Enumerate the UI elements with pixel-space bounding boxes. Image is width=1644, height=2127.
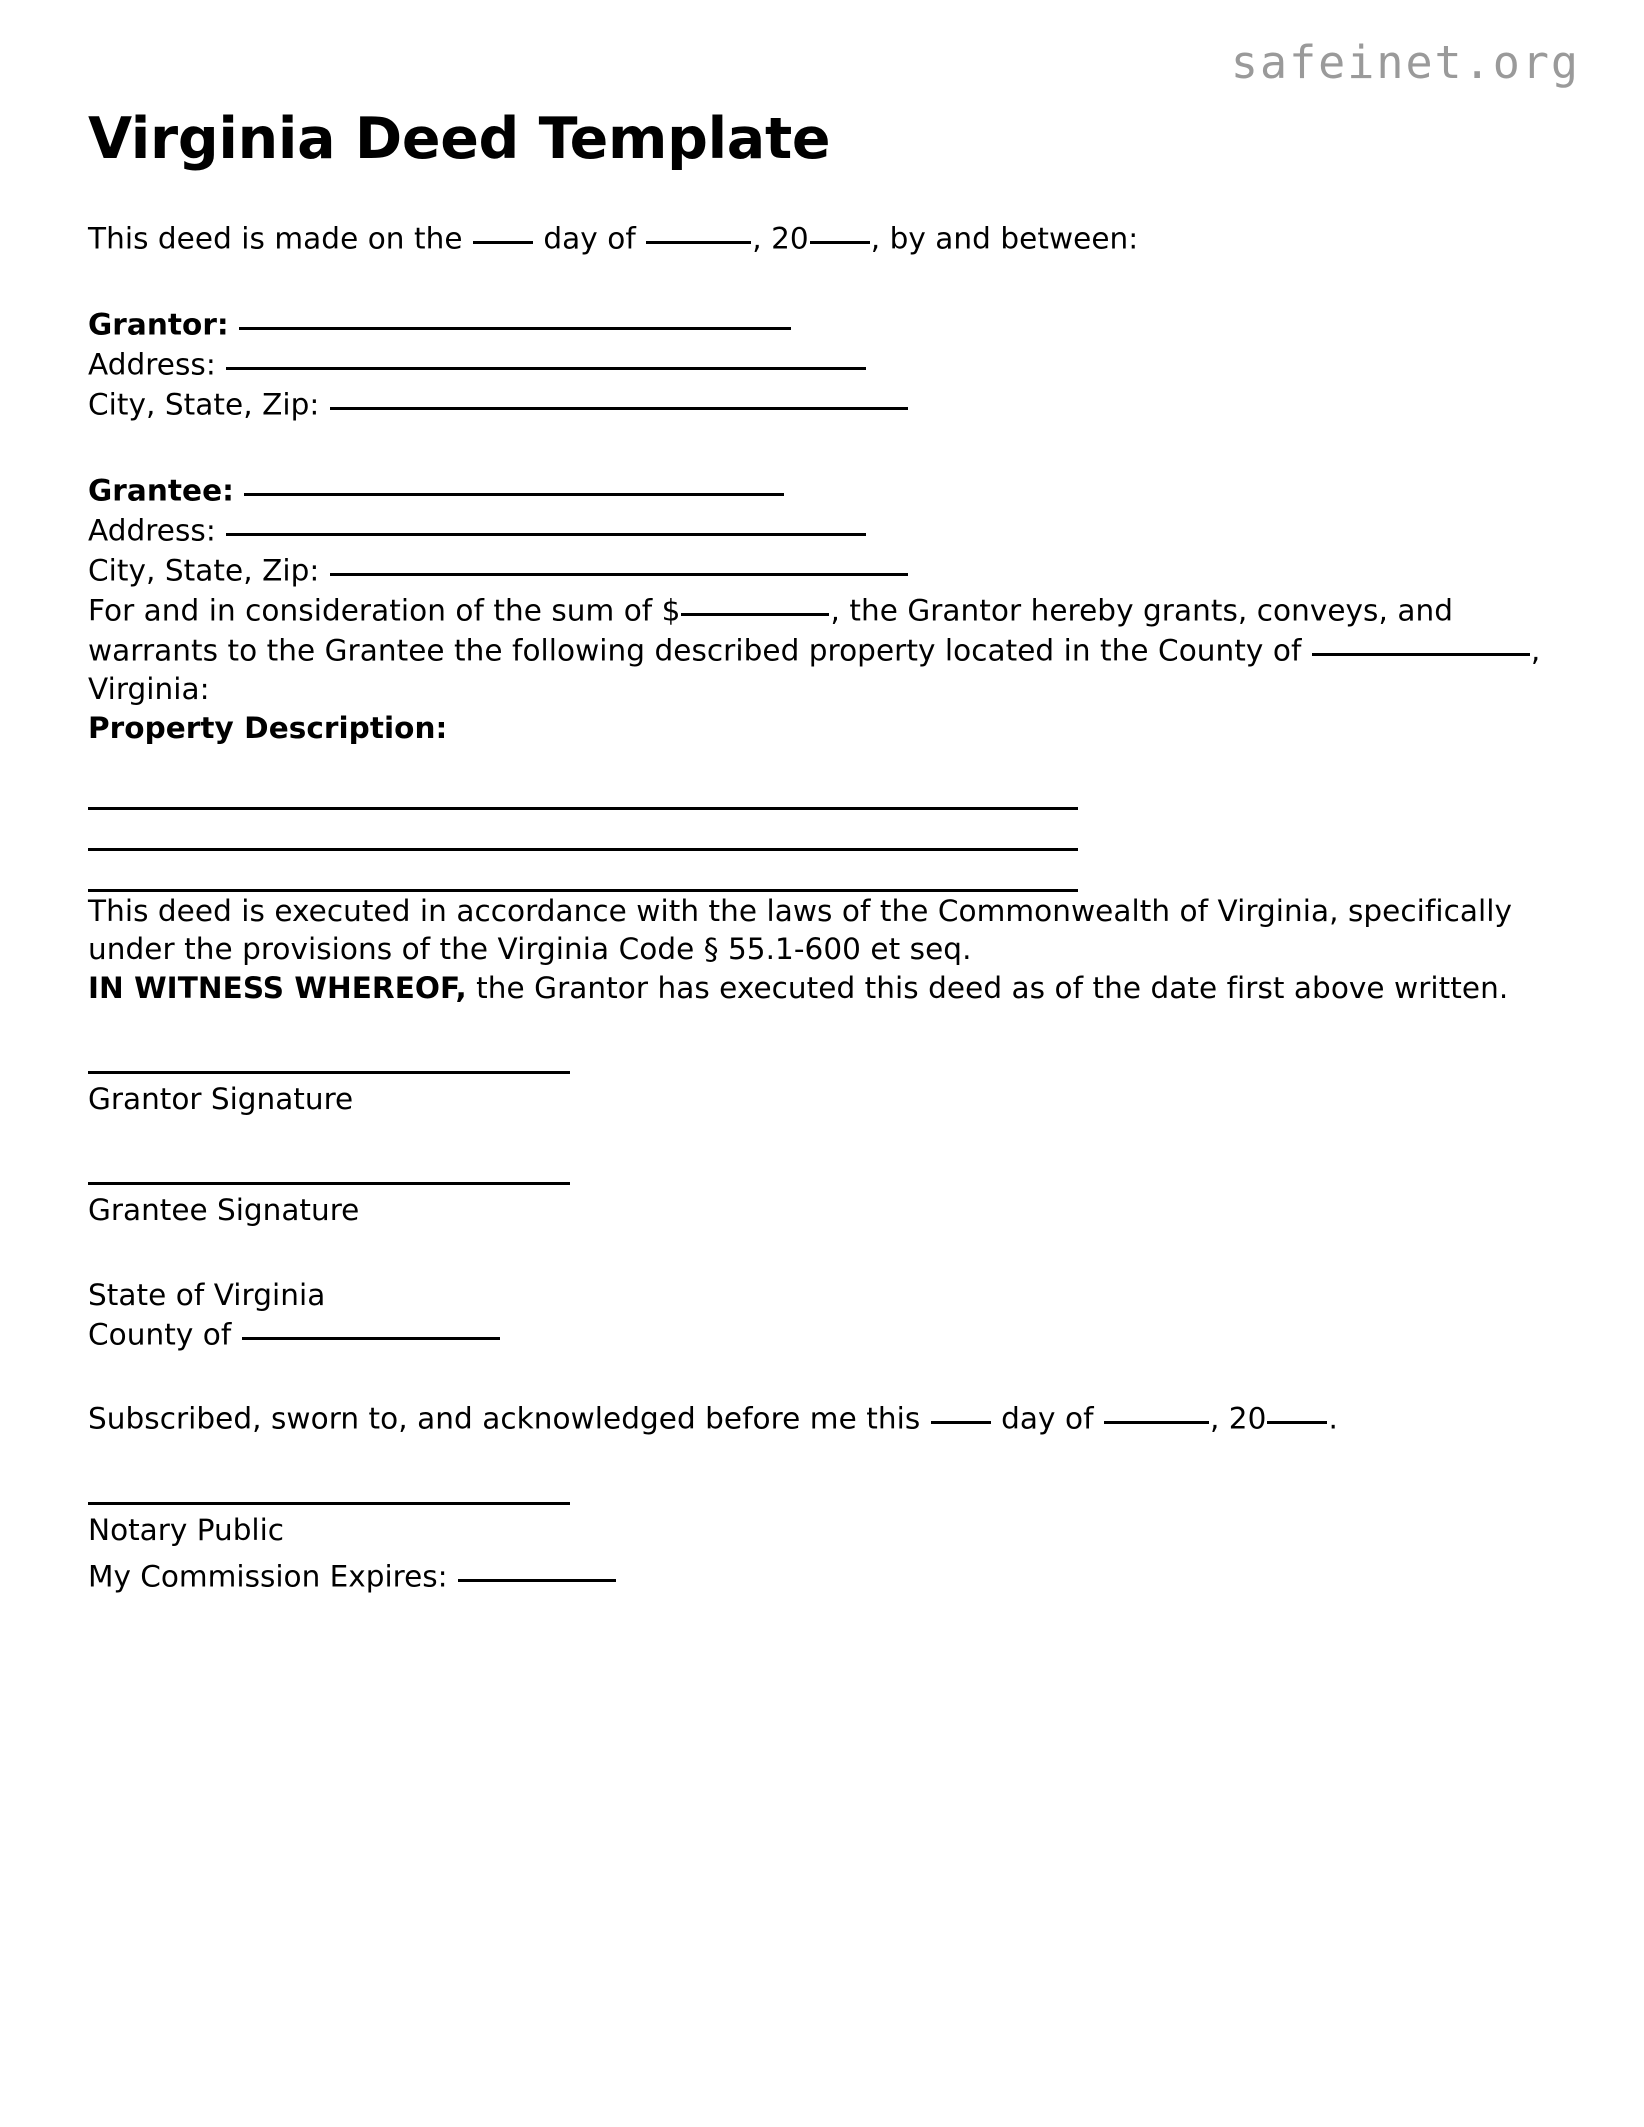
document-content: [88, 108, 1558, 1596]
consideration-amount-blank[interactable]: [681, 590, 829, 616]
intro-text-part4: , by and between:: [870, 221, 1139, 256]
notary-venue-block: [88, 1276, 1558, 1354]
notary-signature-line[interactable]: [88, 1502, 570, 1505]
grantor-csz-row: [88, 384, 1558, 424]
governing-law-paragraph: This deed is executed in accordance with the laws of the Commonwealth of Virginia, specifically under the provisions of the Virginia Code § 55.1-600 et seq.: [88, 894, 1512, 967]
acknowledgment-part1: Subscribed, sworn to, and acknowledged before me this: [88, 1401, 921, 1436]
consideration-part2: , the Grantor hereby grants, conveys, and warrants to the Grantee the following described property located in the County of: [88, 593, 1453, 669]
grantee-label: Grantee:: [88, 473, 234, 508]
grantee-address-blank[interactable]: [226, 510, 866, 536]
grantee-block: [88, 470, 1558, 590]
consideration-part1: For and in consideration of the sum of $: [88, 593, 681, 628]
grantee-csz-row: [88, 550, 1558, 590]
intro-month-blank[interactable]: [646, 218, 751, 244]
consideration-paragraph: [88, 590, 1558, 708]
acknowledgment-part3: , 20: [1209, 1401, 1267, 1436]
grantor-name-blank[interactable]: [239, 304, 791, 330]
grantor-address-row: [88, 344, 1558, 384]
notary-commission-label: My Commission Expires:: [88, 1559, 448, 1594]
grantor-signature-block: [88, 1071, 1558, 1118]
intro-text-part2: day of: [543, 221, 636, 256]
notary-public-label: Notary Public: [88, 1513, 285, 1548]
grantor-signature-label: Grantor Signature: [88, 1082, 354, 1117]
notary-acknowledgment-sentence: [88, 1398, 1558, 1438]
grantee-csz-label: City, State, Zip:: [88, 553, 320, 588]
intro-year-blank[interactable]: [810, 218, 870, 244]
notary-commission-blank[interactable]: [458, 1556, 616, 1582]
acknowledgment-month-blank[interactable]: [1104, 1398, 1209, 1424]
witness-paragraph: [88, 969, 1558, 1007]
acknowledgment-part4: .: [1328, 1401, 1338, 1436]
consideration-part3: , Virginia:: [88, 634, 1541, 707]
grantee-name-blank[interactable]: [244, 470, 784, 496]
grantee-signature-label: Grantee Signature: [88, 1193, 360, 1228]
page-title: Virginia Deed Template: [88, 106, 831, 172]
acknowledgment-year-blank[interactable]: [1267, 1398, 1327, 1424]
grantor-address-label: Address:: [88, 347, 216, 382]
grantor-block: [88, 304, 1558, 424]
grantee-csz-blank[interactable]: [330, 550, 908, 576]
grantor-signature-line[interactable]: [88, 1071, 570, 1074]
notary-state-line: State of Virginia: [88, 1277, 326, 1312]
grantee-signature-line[interactable]: [88, 1182, 570, 1185]
site-watermark: safeinet.org: [1230, 36, 1580, 89]
grantee-name-row: [88, 470, 1558, 510]
intro-day-blank[interactable]: [473, 218, 533, 244]
property-description-blank-line[interactable]: [88, 848, 1078, 851]
intro-text-part1: This deed is made on the: [88, 221, 463, 256]
acknowledgment-part2: day of: [1001, 1401, 1094, 1436]
intro-sentence: [88, 218, 1558, 258]
notary-signature-block: [88, 1502, 1558, 1595]
grantee-address-row: [88, 510, 1558, 550]
notary-county-blank[interactable]: [242, 1314, 500, 1340]
witness-lead-bold: IN WITNESS WHEREOF,: [88, 970, 467, 1005]
notary-county-label: County of: [88, 1317, 232, 1352]
property-description-heading: Property Description:: [88, 710, 448, 745]
grantee-signature-block: [88, 1182, 1558, 1229]
grantor-label: Grantor:: [88, 307, 229, 342]
notary-county-row: [88, 1314, 1558, 1354]
grantor-csz-blank[interactable]: [330, 384, 908, 410]
consideration-county-blank[interactable]: [1312, 630, 1530, 656]
notary-commission-row: [88, 1556, 1558, 1596]
grantor-name-row: [88, 304, 1558, 344]
grantor-csz-label: City, State, Zip:: [88, 387, 320, 422]
intro-text-part3: , 20: [752, 221, 809, 256]
acknowledgment-day-blank[interactable]: [931, 1398, 991, 1424]
property-description-blank-line[interactable]: [88, 807, 1078, 810]
property-description-lines: [88, 807, 1558, 892]
witness-rest: the Grantor has executed this deed as of the date first above written.: [466, 970, 1509, 1005]
grantor-address-blank[interactable]: [226, 344, 866, 370]
grantee-address-label: Address:: [88, 513, 216, 548]
